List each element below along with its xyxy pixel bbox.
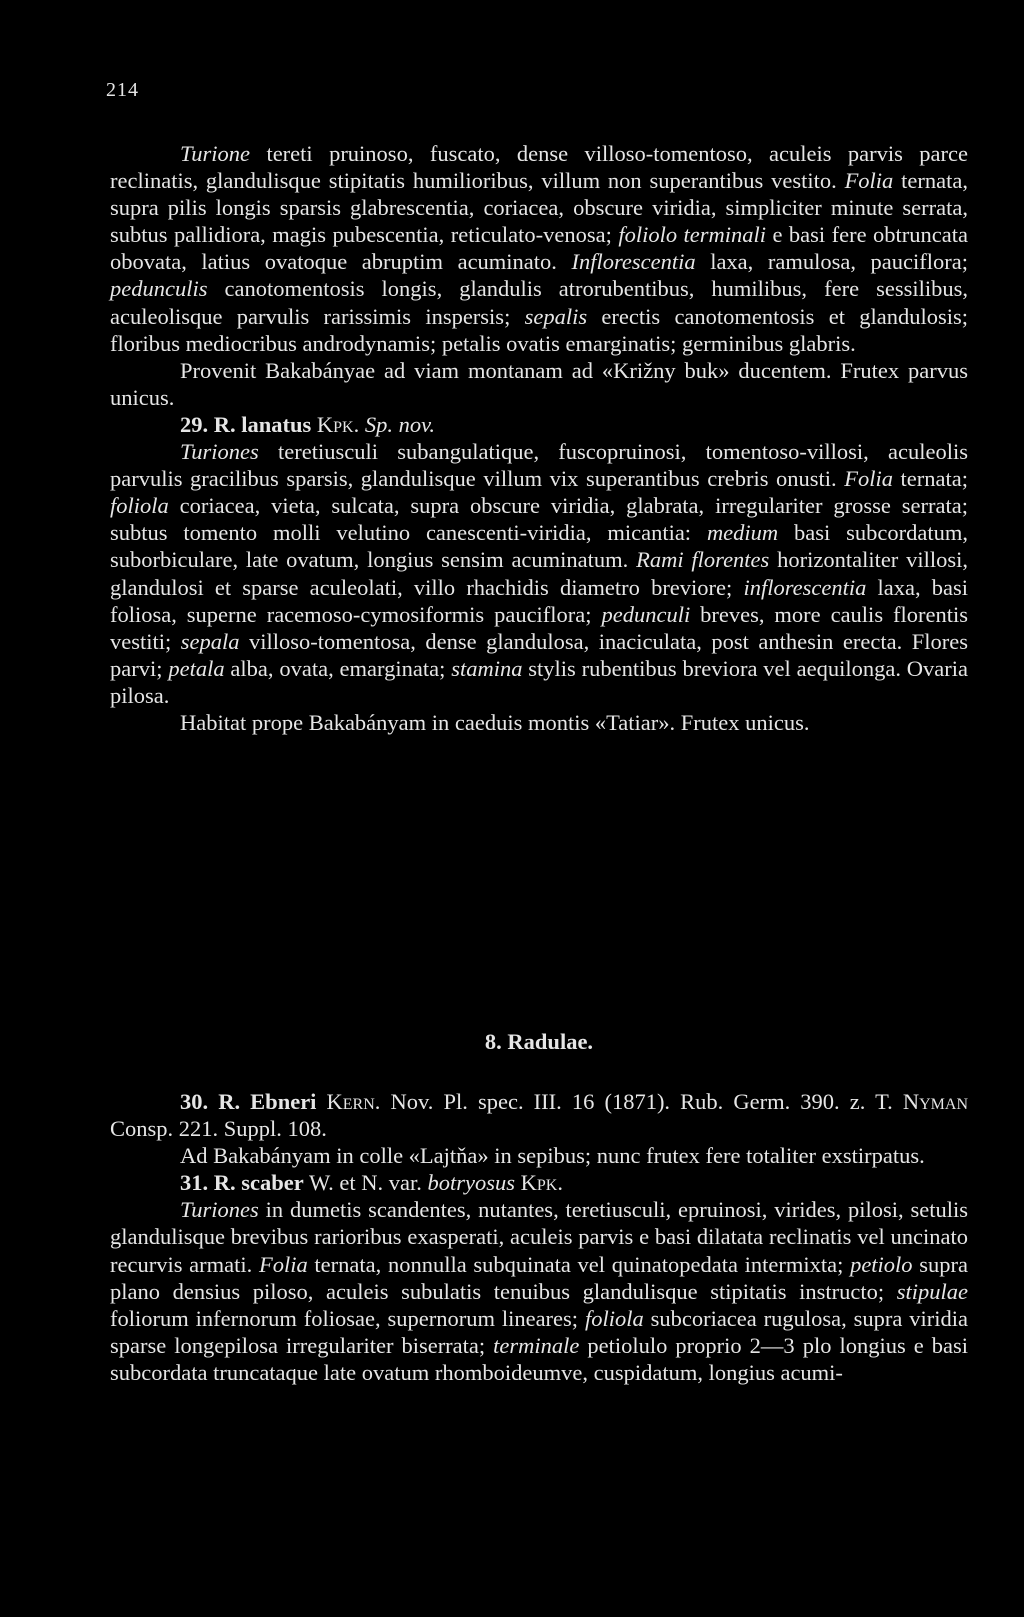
page-number: 214 bbox=[106, 79, 139, 101]
species-heading-30: 30. R. Ebneri Kern. Nov. Pl. spec. III. 16 (1871). Rub. Germ. 390. z. T. Nyman Consp. 221. Suppl. 108. bbox=[110, 1089, 968, 1142]
description-paragraph-28: Turione tereti pruinoso, fuscato, dense villoso-tomentoso, aculeis parvis parce reclinatis, glandulisque stipitatis humilioribus, villum non superantibus vestito. Folia ternata, supra pilis longis sparsis glabrescentia, coriacea, obscure viridia, simpliciter minute serrata, subtus pallidiora, magis pubescentia, reticulato-venosa; foliolo terminali e basi fere obtruncata obovata, latius ovatoque abruptim acuminato. Inflorescentia laxa, ramulosa, pauciflora; pedunculis canotomentosis longis, glandulis atrorubentibus, humilibus, fere sessilibus, aculeolisque parvulis rarissimis inspersis; sepalis erectis canotomentosis et glandulosis; floribus mediocribus androdynamis; petalis ovatis emarginatis; germinibus glabris. bbox=[110, 141, 968, 356]
species-heading-31: 31. R. scaber W. et N. var. botryosus Kpk. bbox=[180, 1170, 563, 1196]
text-block-lower bbox=[110, 1088, 968, 1386]
section-title: 8. Radulae. bbox=[484, 1029, 594, 1054]
habitat-paragraph-28: Provenit Bakabányae ad viam montanam ad «Križny buk» ducentem. Frutex parvus unicus. bbox=[110, 357, 968, 410]
text-block-upper bbox=[110, 140, 968, 736]
description-paragraph-31: Turiones in dumetis scandentes, nutantes, teretiusculi, epruinosi, virides, pilosi, setulis glandulisque brevibus rarioribus exasperati, aculeis parvis e basi dilatata reclinatis vel uncinato recurvis armati. Folia ternata, nonnulla subquinata vel quinatopedata intermixta; petiolo supra plano densius piloso, aculeis subulatis tenuibus glandulisque stipitatis instructo; stipulae foliorum infernorum foliosae, supernorum lineares; foliola subcoriacea rugulosa, supra viridia sparse longepilosa irregulariter biserrata; terminale petiolulo proprio 2—3 plo longius e basi subcordata truncataque late ovatum rhomboideumve, cuspidatum, longius acumi- bbox=[110, 1197, 969, 1385]
section-heading-block bbox=[110, 1028, 968, 1055]
habitat-paragraph-30: Ad Bakabányam in colle «Lajtňa» in sepibus; nunc frutex fere totaliter exstirpatus. bbox=[180, 1143, 925, 1169]
habitat-paragraph-29: Habitat prope Bakabányam in caeduis montis «Tatiar». Frutex unicus. bbox=[180, 709, 810, 735]
description-paragraph-29: Turiones teretiusculi subangulatique, fuscopruinosi, tomentoso-villosi, aculeolis parvulis gracilibus sparsis, glandulisque villum vix superantibus crebris onusti. Folia ternata; foliola coriacea, vieta, sulcata, supra obscure viridia, glabrata, irregulariter grosse serrata; subtus tomento molli velutino canescenti-viridia, micantia: medium basi subcordatum, suborbiculare, late ovatum, longius sensim acuminatum. Rami florentes horizontaliter villosi, glandulosi et sparse aculeolati, villo rhachidis diametro breviore; inflorescentia laxa, basi foliosa, superne racemoso-cymosiformis pauciflora; pedunculi breves, more caulis florentis vestiti; sepala villoso-tomentosa, dense glandulosa, inaciculata, post anthesin erecta. Flores parvi; petala alba, ovata, emarginata; stamina stylis rubentibus breviora vel aequilonga. Ovaria pilosa. bbox=[110, 439, 969, 708]
species-heading-29: 29. R. lanatus Kpk. Sp. nov. bbox=[180, 411, 436, 437]
